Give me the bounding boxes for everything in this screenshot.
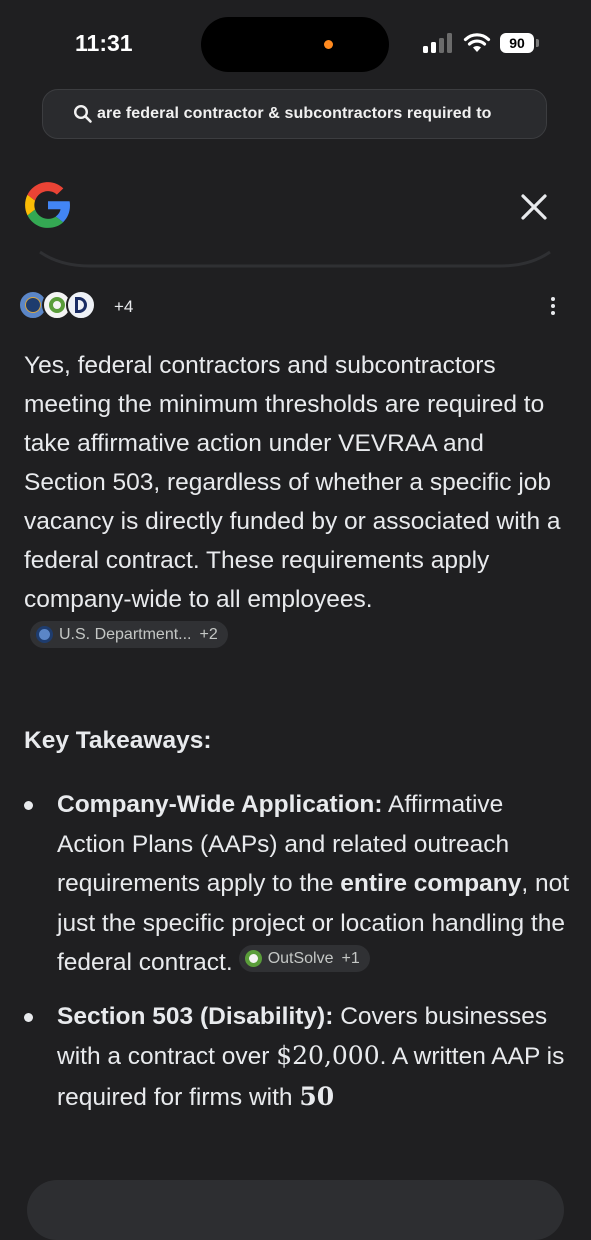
list-item	[0, 785, 591, 983]
more-options-icon[interactable]	[548, 297, 558, 319]
search-query-text: are federal contractor & subcontractors required to	[97, 105, 492, 122]
follow-up-input[interactable]	[27, 1180, 564, 1240]
close-icon[interactable]	[514, 187, 554, 227]
citation-extra: +2	[199, 626, 218, 643]
dol-seal-icon	[36, 626, 53, 643]
dynamic-island	[201, 17, 389, 72]
source-avatars[interactable]	[18, 290, 158, 322]
source-logo-icon	[66, 290, 96, 320]
item-text: Affirmative Action Plans (AAPs) and related outreach requirements apply to the	[57, 791, 510, 897]
section-heading: Key Takeaways:	[24, 727, 212, 754]
item-title: Section 503 (Disability):	[57, 1002, 334, 1030]
google-logo-icon[interactable]	[23, 180, 73, 230]
cellular-signal-icon	[423, 33, 455, 53]
privacy-indicator-icon	[324, 40, 333, 49]
status-time: 11:31	[75, 30, 133, 56]
search-query-bar[interactable]	[42, 89, 547, 139]
item-text: Covers businesses with a contract over	[57, 1002, 548, 1070]
header-divider	[30, 246, 560, 268]
bullet-icon	[24, 801, 33, 810]
search-icon	[73, 104, 93, 124]
ai-answer-text	[24, 346, 564, 658]
takeaways-list	[0, 785, 591, 1131]
battery-level: 90	[500, 33, 534, 53]
citation-label: OutSolve	[267, 949, 334, 967]
item-bold-text: entire company	[340, 870, 522, 897]
citation-label: U.S. Department...	[59, 626, 192, 643]
citation-chip[interactable]	[239, 945, 370, 972]
item-title: Company-Wide Application:	[57, 791, 383, 818]
more-sources-count: +4	[114, 297, 134, 316]
list-item	[0, 997, 591, 1118]
battery-icon	[500, 33, 540, 53]
item-text: . A written AAP is required for firms with	[57, 1043, 565, 1111]
citation-extra: +1	[341, 949, 360, 967]
citation-chip[interactable]	[30, 621, 228, 648]
outsolve-logo-icon	[245, 950, 262, 967]
math-amount: $20,000	[276, 1041, 380, 1070]
answer-body: Yes, federal contractors and subcontractors meeting the minimum thresholds are required to take affirmative action under VEVRAA and Section 503, regardless of whether a specific job vacancy is directly funded by or associated with a federal contract. These requirements apply company-wide to all employees.	[24, 352, 561, 613]
math-count: 50	[299, 1081, 335, 1111]
item-text: , not just the specific project or location handling the federal contract.	[57, 870, 570, 976]
wifi-icon	[463, 31, 491, 53]
bullet-icon	[24, 1013, 33, 1022]
